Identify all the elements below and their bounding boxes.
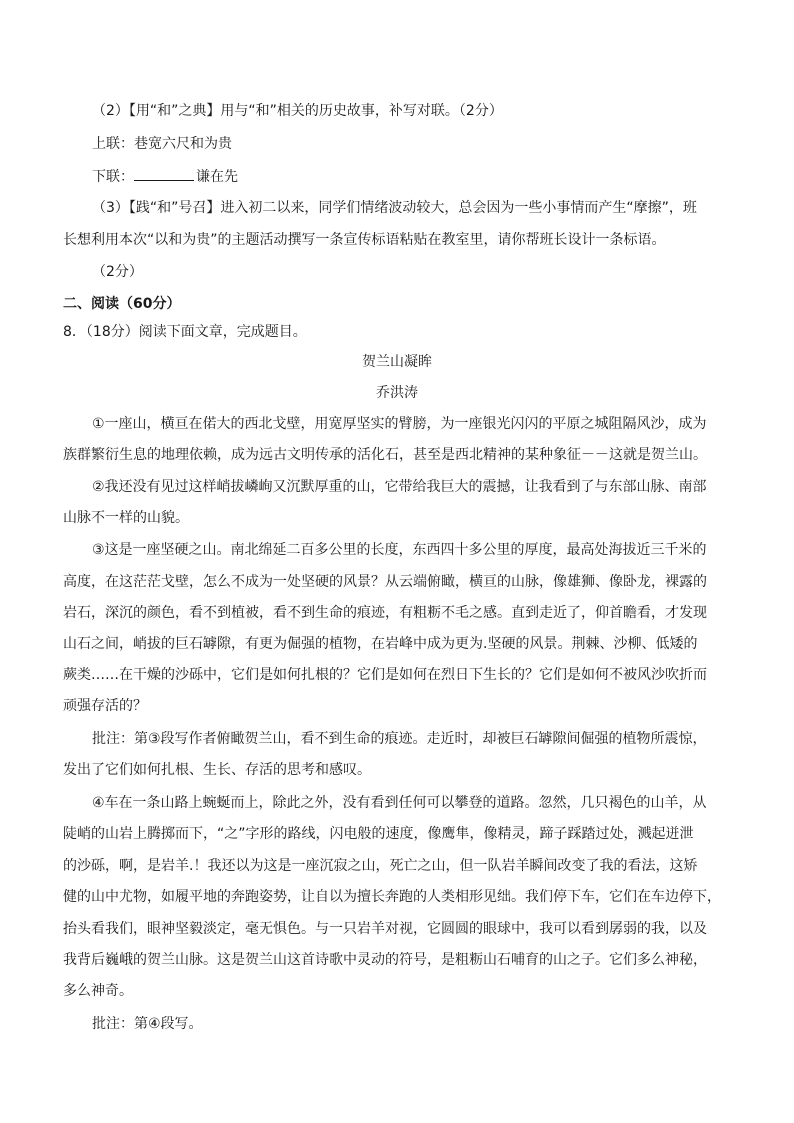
q7-part3-line3: （2分）: [92, 264, 143, 280]
p4-line1: ④车在一条山路上蜿蜒而上，除此之外，没有看到任何可以攀登的道路。忽然，几只褐色的山羊，从: [92, 795, 707, 811]
section2-heading: 二、阅读（60分）: [63, 296, 181, 312]
couplet-lower-prefix: 下联：: [92, 169, 134, 185]
p3-line2: 高度，在这茫茫戈壁，怎么不成为一处坚硬的风景？从云端俯瞰，横亘的山脉，像雄狮、像卧龙，裸露的: [63, 574, 707, 590]
p4-line2: 陡峭的山岩上腾掷而下，“之”字形的路线，闪电般的速度，像鹰隼，像精灵，蹄子踩踏过处，溅起迸泄: [63, 826, 694, 842]
p3-line4: 山石之间，峭拔的巨石罅隙，有更为倔强的植物，在岩峰中成为更为.坚硬的风景。荆棘、沙柳、低矮的: [63, 636, 698, 652]
p4-line3: 的沙砾，啊，是岩羊.！我还以为这是一座沉寂之山，死亡之山，但一队岩羊瞬间改变了我的看法，这矫: [63, 858, 698, 874]
p1-line2: 族群繁衍生息的地理依赖，成为远古文明传承的活化石，甚至是西北精神的某种象征－－这就是贺兰山。: [63, 447, 707, 463]
p3-line3: 岩石，深沉的颜色，看不到植被，看不到生命的痕迹，有粗粝不毛之感。直到走近了，仰首瞻看，才发现: [63, 605, 707, 621]
q7-part3-line2: 长想利用本次“以和为贵”的主题活动撰写一条宣传标语粘贴在教室里，请你帮班长设计一条标语。: [63, 232, 666, 248]
p3-line6: 顽强存活的？: [63, 698, 147, 714]
q8-intro: 8．（18分）阅读下面文章，完成题目。: [63, 324, 307, 340]
p2-line2: 山脉不一样的山貌。: [63, 510, 189, 526]
p2-line1: ②我还没有见过这样峭拔嶙峋又沉默厚重的山，它带给我巨大的震撼，让我看到了与东部山脉、南部: [92, 479, 707, 495]
p4-line6: 我背后巍峨的贺兰山脉。这是贺兰山这首诗歌中灵动的符号，是粗粝山石哺育的山之子。它们多么神秘，: [63, 952, 707, 968]
couplet-lower-suffix: 谦在先: [196, 169, 238, 185]
answer-blank[interactable]: [134, 166, 194, 181]
note4-line: 批注：第④段写。: [92, 1016, 203, 1032]
couplet-upper-line: 上联：巷宽六尺和为贵: [92, 136, 232, 152]
note3-line2: 发出了它们如何扎根、生长、存活的思考和感叹。: [63, 762, 371, 778]
q7-part2-prompt: （2）【用“和”之典】用与“和”相关的历史故事，补写对联。（2分）: [92, 103, 503, 119]
couplet-lower-line: [92, 166, 238, 187]
p3-line5: 蕨类……在干燥的沙砾中，它们是如何扎根的？它们是如何在烈日下生长的？它们是如何不被风沙吹折而: [63, 667, 707, 683]
p4-line4: 健的山中尤物，如履平地的奔跑姿势，让自以为擅长奔跑的人类相形见绌。我们停下车，它们在车边停下，: [63, 889, 721, 905]
p3-line1: ③这是一座坚硬之山。南北绵延二百多公里的长度，东西四十多公里的厚度，最高处海拔近三千米的: [92, 542, 707, 558]
p1-line1: ①一座山，横亘在偌大的西北戈壁，用宽厚坚实的臂膀，为一座银光闪闪的平原之城阻隔风沙，成为: [92, 416, 707, 432]
article-title: 贺兰山凝眸: [362, 354, 432, 370]
note3-line1: 批注：第③段写作者俯瞰贺兰山，看不到生命的痕迹。走近时，却被巨石罅隙间倔强的植物所震惊，: [92, 731, 707, 747]
q7-part3-line1: （3）【践“和”号召】进入初二以来，同学们情绪波动较大，总会因为一些小事情而产生“摩擦”，班: [92, 200, 697, 216]
article-author: 乔洪涛: [376, 385, 418, 401]
p4-line7: 多么神奇。: [63, 983, 133, 999]
p4-line5: 抬头看我们，眼神坚毅淡定，毫无惧色。与一只岩羊对视，它圆圆的眼球中，我可以看到孱弱的我，以及: [63, 921, 707, 937]
